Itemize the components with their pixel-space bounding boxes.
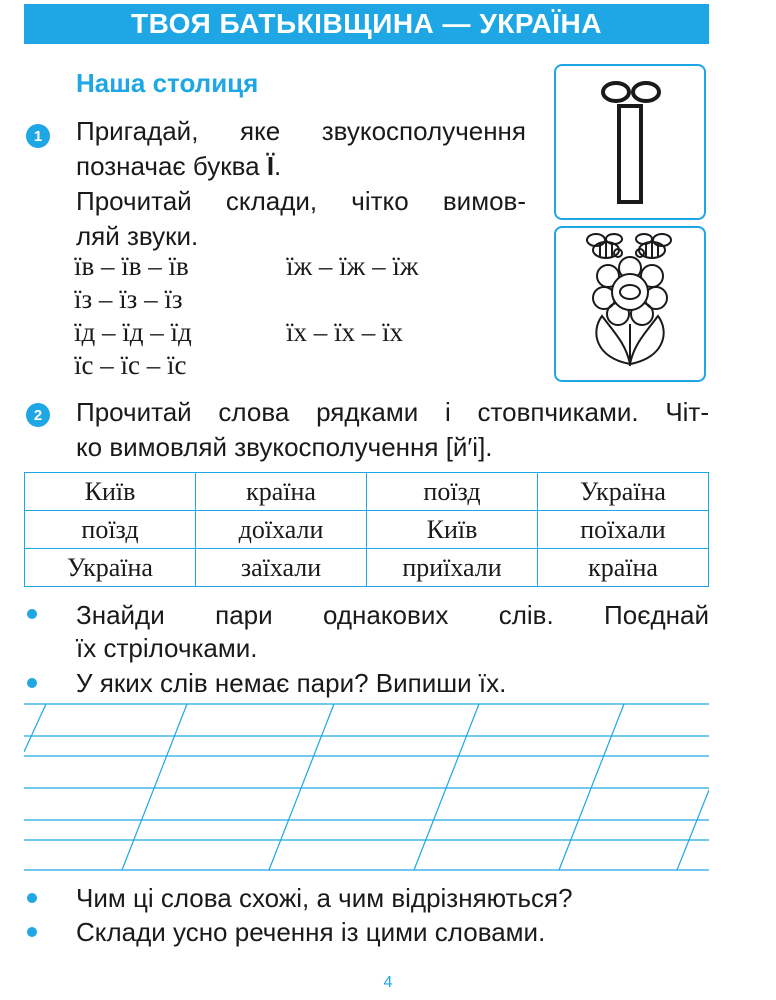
- syllable-row: їж – їж – їж: [286, 251, 419, 281]
- letter-yi: Ї: [266, 151, 274, 181]
- syllable-row: їв – їв – їв: [74, 251, 189, 281]
- table-row: [25, 549, 709, 587]
- section-subtitle: Наша столиця: [76, 68, 259, 98]
- bullet-text: У яких слів немає пари? Випиши їх.: [76, 668, 507, 698]
- table-cell: країна: [196, 473, 367, 511]
- table-cell: країна: [538, 549, 709, 587]
- task2-line2: ко вимовляй звукосполучення [й′і].: [76, 432, 493, 462]
- table-cell: Київ: [25, 473, 196, 511]
- letter-card: [554, 64, 706, 220]
- bullet-icon: [27, 893, 37, 903]
- bees-flower-icon: [556, 228, 704, 380]
- bullet-text: Знайди пари однакових слів. Поєднай: [76, 600, 709, 630]
- table-cell: приїхали: [367, 549, 538, 587]
- bullet-text: Склади усно речення із цими словами.: [76, 917, 546, 947]
- table-cell: Україна: [538, 473, 709, 511]
- picture-card: [554, 226, 706, 382]
- letter-yi-icon: [556, 66, 704, 218]
- table-cell: поїхали: [538, 511, 709, 549]
- writing-lines: [24, 700, 709, 872]
- bullet-text: Чим ці слова схожі, а чим відрізняються?: [76, 883, 573, 913]
- syllable-row: їз – їз – їз: [74, 284, 183, 314]
- task1-line1: Пригадай, яке звукосполучення: [76, 116, 526, 146]
- table-cell: заїхали: [196, 549, 367, 587]
- page-number: 4: [383, 974, 393, 991]
- table-row: [25, 511, 709, 549]
- page-title: ТВОЯ БАТЬКІВЩИНА — УКРАЇНА: [131, 8, 602, 39]
- bullet-text: їх стрілочками.: [76, 633, 258, 663]
- bullet-icon: [27, 927, 37, 937]
- task2-line1: Прочитай слова рядками і стовпчиками. Чіт-: [76, 397, 709, 427]
- table-cell: поїзд: [367, 473, 538, 511]
- table-row: [25, 473, 709, 511]
- table-cell: поїзд: [25, 511, 196, 549]
- words-table: [24, 472, 709, 587]
- table-cell: Україна: [25, 549, 196, 587]
- table-cell: Київ: [367, 511, 538, 549]
- table-cell: доїхали: [196, 511, 367, 549]
- syllable-row: їх – їх – їх: [286, 317, 404, 347]
- bullet-icon: [27, 609, 37, 619]
- task1-line4: ляй звуки.: [76, 221, 199, 251]
- task1-line2: позначає буква Ї.: [76, 151, 282, 181]
- task-number-badge: 2: [26, 403, 50, 427]
- task-number-badge: 1: [26, 124, 50, 148]
- syllable-row: їс – їс – їс: [74, 350, 187, 380]
- syllable-row: їд – їд – їд: [74, 317, 192, 347]
- task1-line3: Прочитай склади, чітко вимов-: [76, 186, 526, 216]
- page-header: [24, 4, 709, 44]
- bullet-icon: [27, 678, 37, 688]
